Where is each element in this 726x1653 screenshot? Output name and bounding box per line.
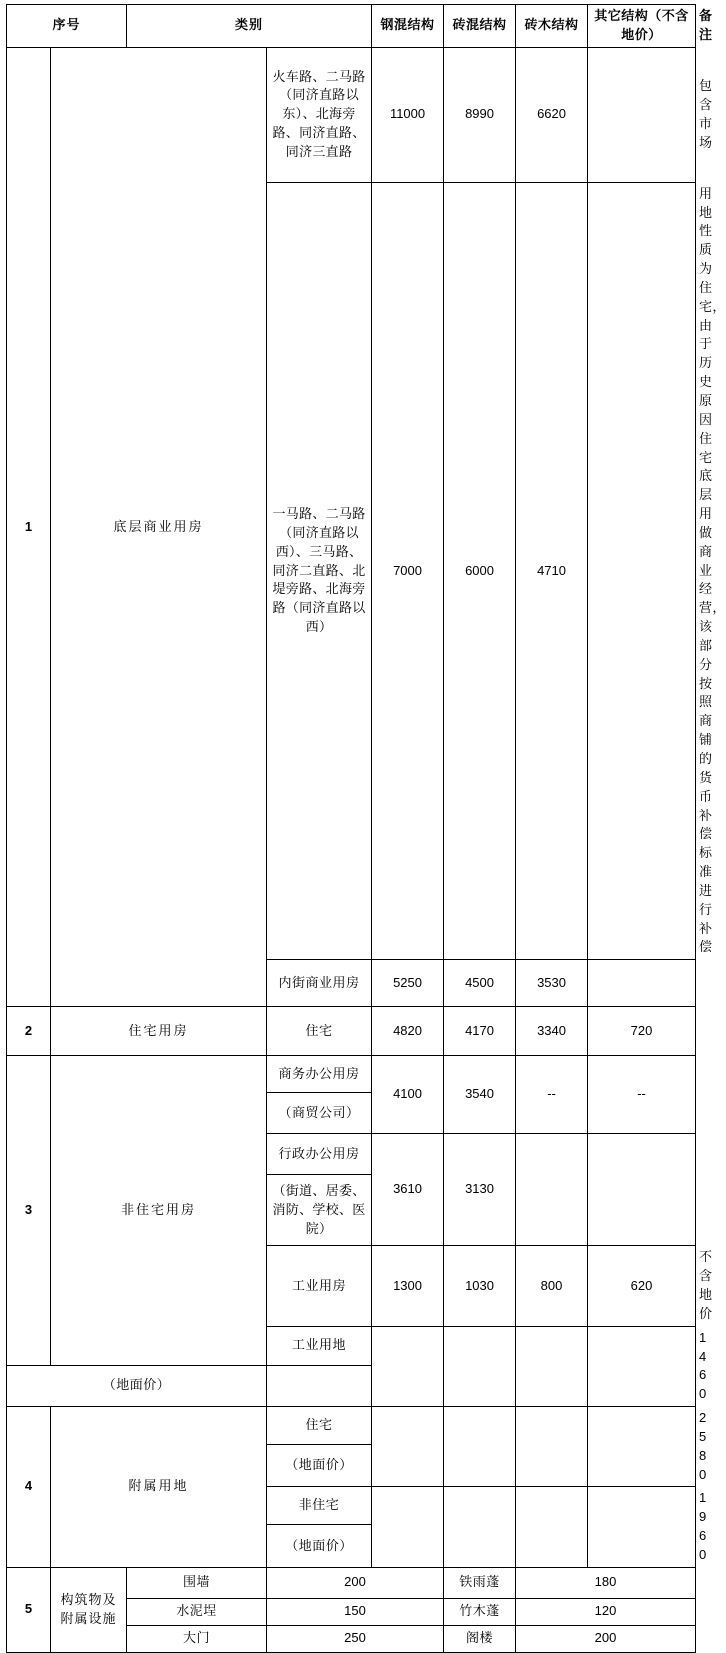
cell-other — [588, 1134, 696, 1246]
cell-other — [588, 1326, 696, 1406]
row-subcategory-note: （地面价） — [267, 1444, 372, 1487]
cell-brick-wood — [516, 1407, 588, 1487]
table-row: 非住宅 1960 — [7, 1487, 696, 1525]
cell-brick-wood: -- — [516, 1056, 588, 1134]
cell-brick-concrete — [444, 1407, 516, 1487]
cell-brick-wood — [516, 1487, 588, 1567]
header-category: 类别 — [127, 5, 372, 48]
cell-brick-concrete: 1030 — [444, 1246, 516, 1326]
compensation-standard-sheet — [0, 4, 726, 1646]
table-row: 1 底层商业用房 火车路、二马路（同济直路以东）、北海旁路、同济直路、同济三直路 11000 8990 6620 包含 市场 — [7, 47, 696, 182]
cell-other: -- — [588, 1056, 696, 1134]
row-subcategory: 行政办公用房 — [267, 1134, 372, 1175]
cell-left-value: 250 — [267, 1625, 444, 1652]
cell-left-value: 150 — [267, 1598, 444, 1625]
cell-right-value: 120 — [516, 1598, 696, 1625]
cell-brick-wood: 3340 — [516, 1007, 588, 1056]
header-seq: 序号 — [7, 5, 127, 48]
row-seq: 1 — [7, 47, 51, 1007]
cell-steel-concrete — [372, 1407, 444, 1487]
cell-other — [588, 1487, 696, 1567]
row-subcategory-note: （地面价） — [267, 1525, 372, 1568]
row-subcategory: 住宅 — [267, 1007, 372, 1056]
row-category: 构筑物及附属设施 — [51, 1567, 127, 1652]
row-subcategory-right: 铁雨蓬 — [444, 1567, 516, 1598]
cell-other — [588, 47, 696, 182]
table-row — [7, 1007, 696, 1056]
cell-right-value: 180 — [516, 1567, 696, 1598]
cell-brick-concrete: 4500 — [444, 960, 516, 1007]
row-subcategory-note: （商贸公司） — [267, 1093, 372, 1134]
cell-steel-concrete — [372, 1326, 444, 1406]
row-subcategory-right: 阁楼 — [444, 1625, 516, 1652]
table-row — [7, 1056, 696, 1093]
row-subcategory-left: 围墙 — [127, 1567, 267, 1598]
row-seq: 2 — [7, 1007, 51, 1056]
row-subcategory-note: （街道、居委、消防、学校、医院） — [267, 1175, 372, 1246]
cell-left-value: 200 — [267, 1567, 444, 1598]
row-category: 住宅用房 — [51, 1007, 267, 1056]
cell-steel-concrete: 5250 — [372, 960, 444, 1007]
table-header-row: 序号 类别 钢混结构 砖混结构 砖木结构 其它结构（不含地价） 备注 — [7, 5, 696, 48]
row-category: 非住宅用房 — [51, 1056, 267, 1365]
row-subcategory-left: 水泥埕 — [127, 1598, 267, 1625]
row-subcategory: 商务办公用房 — [267, 1056, 372, 1093]
cell-other — [588, 1407, 696, 1487]
cell-brick-concrete — [444, 1326, 516, 1406]
cell-brick-wood: 800 — [516, 1246, 588, 1326]
row-category: 底层商业用房 — [51, 47, 267, 1007]
row-subcategory: 火车路、二马路（同济直路以东）、北海旁路、同济直路、同济三直路 — [267, 47, 372, 182]
row-seq: 3 — [7, 1056, 51, 1365]
row-subcategory: 住宅 — [267, 1407, 372, 1445]
table-row: 一马路、二马路（同济直路以西）、三马路、同济二直路、北堤旁路、北海旁路（同济直路以西） 7000 6000 4710 用地性质为住宅，由于历史原因住宅底层用做商业经营，该部分按照商铺的货币补偿标准进行补偿 — [7, 182, 696, 960]
header-steel-concrete: 钢混结构 — [372, 5, 444, 48]
cell-brick-concrete — [444, 1487, 516, 1567]
cell-brick-concrete: 4170 — [444, 1007, 516, 1056]
cell-steel-concrete: 3610 — [372, 1134, 444, 1246]
cell-brick-wood — [516, 1326, 588, 1406]
cell-brick-concrete: 3130 — [444, 1134, 516, 1246]
header-brick-concrete: 砖混结构 — [444, 5, 516, 48]
row-subcategory-right: 竹木蓬 — [444, 1598, 516, 1625]
row-seq: 4 — [7, 1407, 51, 1568]
cell-brick-concrete: 6000 — [444, 182, 516, 960]
cell-steel-concrete: 4820 — [372, 1007, 444, 1056]
cell-other: 620 — [588, 1246, 696, 1326]
cell-other: 720 — [588, 1007, 696, 1056]
row-subcategory-left: 大门 — [127, 1625, 267, 1652]
cell-steel-concrete — [372, 1487, 444, 1567]
cell-right-value: 200 — [516, 1625, 696, 1652]
row-subcategory: 非住宅 — [267, 1487, 372, 1525]
cell-steel-concrete: 7000 — [372, 182, 444, 960]
row-seq: 5 — [7, 1567, 51, 1652]
row-subcategory-note: （地面价） — [7, 1365, 267, 1406]
row-subcategory: 工业用地 — [267, 1326, 372, 1365]
cell-brick-concrete: 3540 — [444, 1056, 516, 1134]
row-subcategory: 工业用房 — [267, 1246, 372, 1326]
table-row: 工业用地 1460 — [7, 1326, 696, 1365]
cell-brick-concrete: 8990 — [444, 47, 516, 182]
cell-brick-wood: 3530 — [516, 960, 588, 1007]
cell-other — [588, 182, 696, 960]
cell-steel-concrete: 11000 — [372, 47, 444, 182]
compensation-table — [6, 4, 726, 1653]
header-brick-wood: 砖木结构 — [516, 5, 588, 48]
row-category: 附属用地 — [51, 1407, 267, 1568]
table-row: 工业用房 1300 1030 800 620 不含 地价 — [7, 1246, 696, 1326]
cell-brick-wood: 4710 — [516, 182, 588, 960]
table-row: 4 附属用地 住宅 2580 — [7, 1407, 696, 1445]
cell-brick-wood: 6620 — [516, 47, 588, 182]
row-subcategory: 内街商业用房 — [267, 960, 372, 1007]
header-other: 其它结构（不含地价） — [588, 5, 696, 48]
cell-steel-concrete: 1300 — [372, 1246, 444, 1326]
row-subcategory: 一马路、二马路（同济直路以西）、三马路、同济二直路、北堤旁路、北海旁路（同济直路以西） — [267, 182, 372, 960]
cell-brick-wood — [516, 1134, 588, 1246]
cell-other — [588, 960, 696, 1007]
cell-steel-concrete: 4100 — [372, 1056, 444, 1134]
table-row — [7, 1567, 696, 1598]
